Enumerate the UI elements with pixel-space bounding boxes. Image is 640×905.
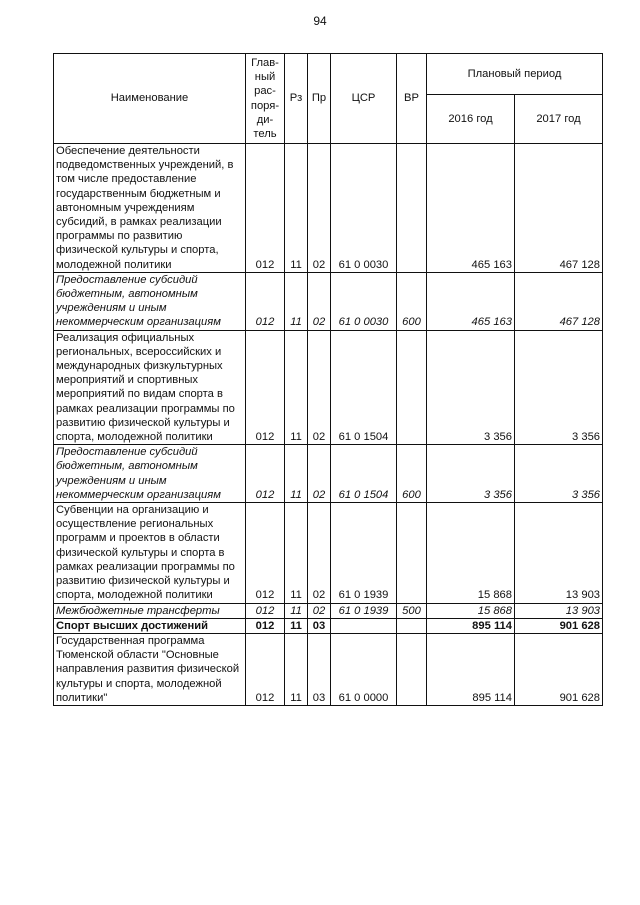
cell-rz: 11 xyxy=(285,445,308,503)
header-subsection: Пр xyxy=(308,54,331,144)
cell-vr: 600 xyxy=(397,272,427,330)
table-row xyxy=(54,330,603,445)
header-year-2017: 2017 год xyxy=(515,95,603,144)
cell-2017: 467 128 xyxy=(515,144,603,273)
table-body xyxy=(54,144,603,706)
cell-name: Спорт высших достижений xyxy=(54,618,246,633)
cell-name: Субвенции на организацию и осуществление региональных программ и проектов в области физической культуры и спорта в рамках реализации программы по развитию физической культуры и спорта, молодежной политики xyxy=(54,503,246,603)
cell-vr xyxy=(397,144,427,273)
cell-gr: 012 xyxy=(246,144,285,273)
cell-2016: 3 356 xyxy=(427,445,515,503)
cell-gr: 012 xyxy=(246,445,285,503)
header-name: Наименование xyxy=(54,54,246,144)
cell-rz: 11 xyxy=(285,618,308,633)
table-row xyxy=(54,503,603,603)
header-section: Рз xyxy=(285,54,308,144)
cell-vr: 500 xyxy=(397,603,427,618)
table-row xyxy=(54,445,603,503)
cell-name: Обеспечение деятельности подведомственных учреждений, в том числе предоставление государственным бюджетным и автономным учреждениям субсидий, в рамках реализации программы по развитию физической культуры и спорта, молодежной политики xyxy=(54,144,246,273)
cell-2016: 3 356 xyxy=(427,330,515,445)
header-row xyxy=(54,54,603,95)
cell-2016: 895 114 xyxy=(427,618,515,633)
cell-2016: 465 163 xyxy=(427,144,515,273)
cell-name: Предоставление субсидий бюджетным, автономным учреждениям и иным некоммерческим организациям xyxy=(54,445,246,503)
cell-csr: 61 0 0030 xyxy=(331,144,397,273)
cell-rz: 11 xyxy=(285,603,308,618)
cell-csr: 61 0 1939 xyxy=(331,603,397,618)
cell-csr: 61 0 1939 xyxy=(331,503,397,603)
header-chief-administrator xyxy=(246,54,285,144)
cell-name: Предоставление субсидий бюджетным, автономным учреждениям и иным некоммерческим организациям xyxy=(54,272,246,330)
page-number: 94 xyxy=(313,14,327,28)
cell-pr: 02 xyxy=(308,272,331,330)
header-gr-line: Глав- xyxy=(251,56,279,69)
cell-csr: 61 0 1504 xyxy=(331,330,397,445)
header-target-article: ЦСР xyxy=(331,54,397,144)
cell-2017: 467 128 xyxy=(515,272,603,330)
header-gr-line: тель xyxy=(253,127,277,140)
cell-pr: 03 xyxy=(308,618,331,633)
header-gr-line: рас- xyxy=(254,85,276,98)
cell-gr: 012 xyxy=(246,272,285,330)
cell-csr: 61 0 1504 xyxy=(331,445,397,503)
header-expense-type: ВР xyxy=(397,54,427,144)
cell-2017: 13 903 xyxy=(515,603,603,618)
cell-vr: 600 xyxy=(397,445,427,503)
cell-2017: 3 356 xyxy=(515,445,603,503)
budget-table xyxy=(53,53,603,706)
cell-2017: 13 903 xyxy=(515,503,603,603)
cell-2016: 465 163 xyxy=(427,272,515,330)
cell-rz: 11 xyxy=(285,633,308,705)
cell-pr: 02 xyxy=(308,603,331,618)
cell-rz: 11 xyxy=(285,272,308,330)
cell-rz: 11 xyxy=(285,144,308,273)
header-gr-line: поря- xyxy=(250,99,280,112)
cell-2016: 895 114 xyxy=(427,633,515,705)
cell-gr: 012 xyxy=(246,503,285,603)
cell-name: Государственная программа Тюменской области "Основные направления развития физической культуры и спорта, молодежной политики" xyxy=(54,633,246,705)
cell-name: Межбюджетные трансферты xyxy=(54,603,246,618)
cell-2017: 901 628 xyxy=(515,618,603,633)
cell-vr xyxy=(397,633,427,705)
cell-name: Реализация официальных региональных, всероссийских и международных физкультурных мероприятий и спортивных мероприятий по видам спорта в рамках реализации программы по развитию физической культуры и спорта, молодежной политики xyxy=(54,330,246,445)
cell-gr: 012 xyxy=(246,603,285,618)
cell-csr: 61 0 0000 xyxy=(331,633,397,705)
header-year-2016: 2016 год xyxy=(427,95,515,144)
cell-csr: 61 0 0030 xyxy=(331,272,397,330)
table-row xyxy=(54,144,603,273)
table-row xyxy=(54,618,603,633)
cell-2016: 15 868 xyxy=(427,503,515,603)
cell-pr: 03 xyxy=(308,633,331,705)
table-row xyxy=(54,633,603,705)
cell-pr: 02 xyxy=(308,144,331,273)
cell-pr: 02 xyxy=(308,330,331,445)
cell-vr xyxy=(397,503,427,603)
cell-2017: 3 356 xyxy=(515,330,603,445)
table-row xyxy=(54,272,603,330)
cell-vr xyxy=(397,330,427,445)
header-gr-line: ный xyxy=(254,71,276,84)
cell-pr: 02 xyxy=(308,445,331,503)
cell-gr: 012 xyxy=(246,633,285,705)
header-planned-period: Плановый период xyxy=(427,54,603,95)
header-gr-line: ди- xyxy=(256,113,274,126)
cell-gr: 012 xyxy=(246,618,285,633)
cell-gr: 012 xyxy=(246,330,285,445)
cell-rz: 11 xyxy=(285,503,308,603)
cell-rz: 11 xyxy=(285,330,308,445)
table-row xyxy=(54,603,603,618)
cell-pr: 02 xyxy=(308,503,331,603)
cell-vr xyxy=(397,618,427,633)
cell-csr xyxy=(331,618,397,633)
cell-2017: 901 628 xyxy=(515,633,603,705)
cell-2016: 15 868 xyxy=(427,603,515,618)
